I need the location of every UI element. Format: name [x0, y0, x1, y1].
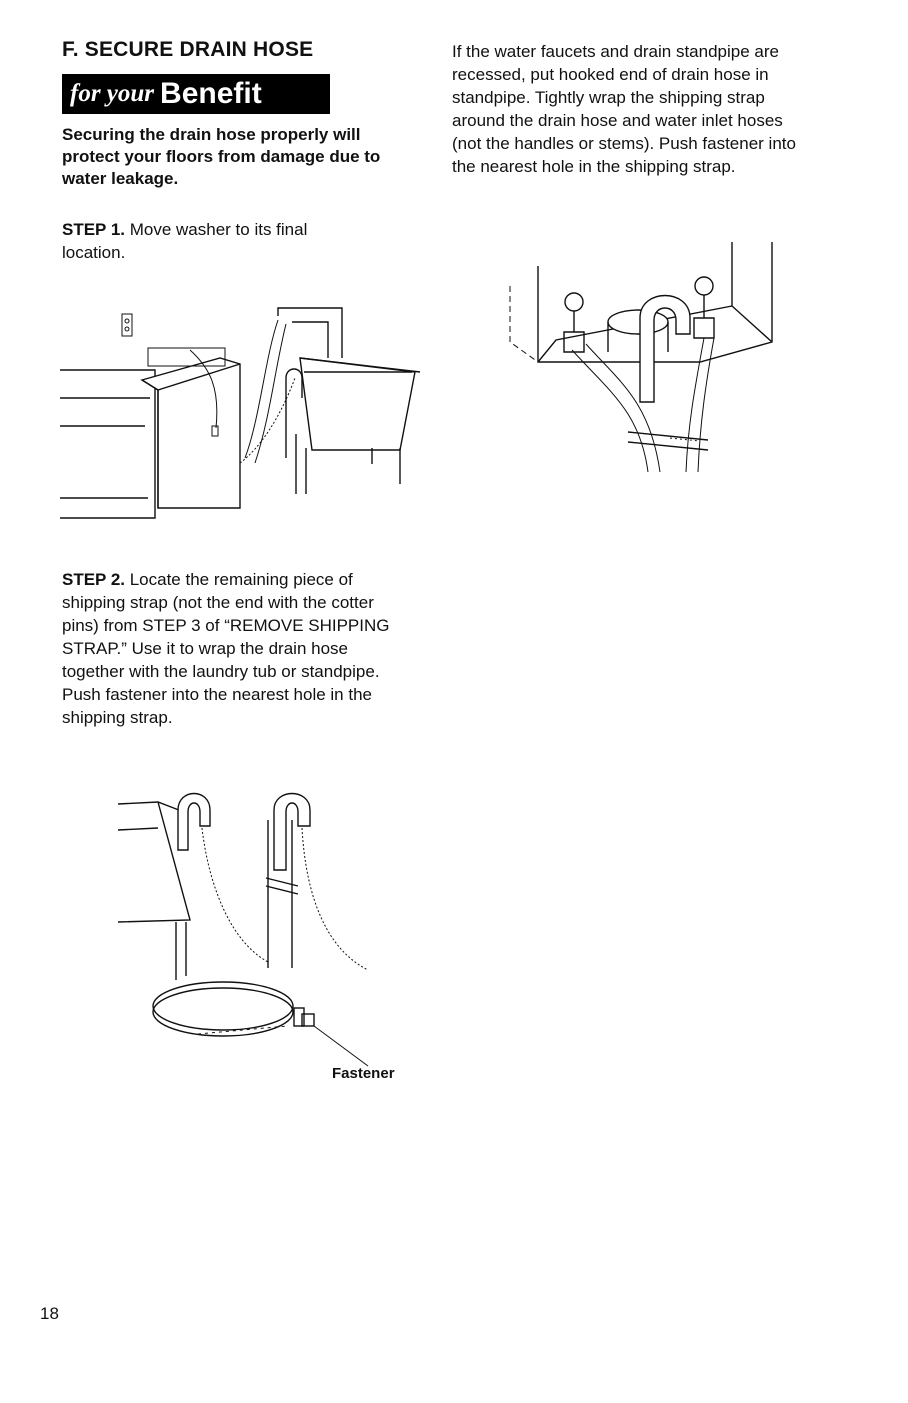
step-2: [62, 568, 402, 729]
page-number: 18: [40, 1304, 59, 1323]
right-faucet: [694, 277, 714, 338]
strap-wrap-illustration: [118, 790, 408, 1080]
fastener-label: Fastener: [332, 1065, 395, 1082]
section-heading: F. SECURE DRAIN HOSE: [62, 38, 314, 61]
benefit-text: Securing the drain hose properly will protect your floors from damage due to water leakage.: [62, 125, 381, 188]
left-faucet: [564, 293, 584, 352]
step-1-text: Move washer to its final location.: [62, 220, 308, 262]
step-2-text: Locate the remaining piece of shipping strap (not the end with the cotter pins) from STEP 3 of “REMOVE SHIPPING STRAP.” Use it to wrap the drain hose together with the laundry tub or standpipe. Push fastener into the nearest hole in the shipping strap.: [62, 570, 390, 727]
recessed-standpipe-illustration: [500, 242, 780, 482]
recessed-instructions: If the water faucets and drain standpipe are recessed, put hooked end of drain hose in standpipe. Tightly wrap the shipping strap around the drain hose and water inlet hoses (not the handles or stems). Push fastener into the nearest hole in the shipping strap.: [452, 42, 796, 176]
for-your-benefit-badge: [62, 74, 330, 114]
washer-and-tub-illustration: [60, 298, 430, 528]
badge-prefix: for your: [70, 80, 155, 107]
step-1-label: STEP 1.: [62, 220, 125, 239]
step-2-label: STEP 2.: [62, 570, 125, 589]
step-1: [62, 218, 362, 264]
badge-word: Benefit: [160, 77, 262, 110]
